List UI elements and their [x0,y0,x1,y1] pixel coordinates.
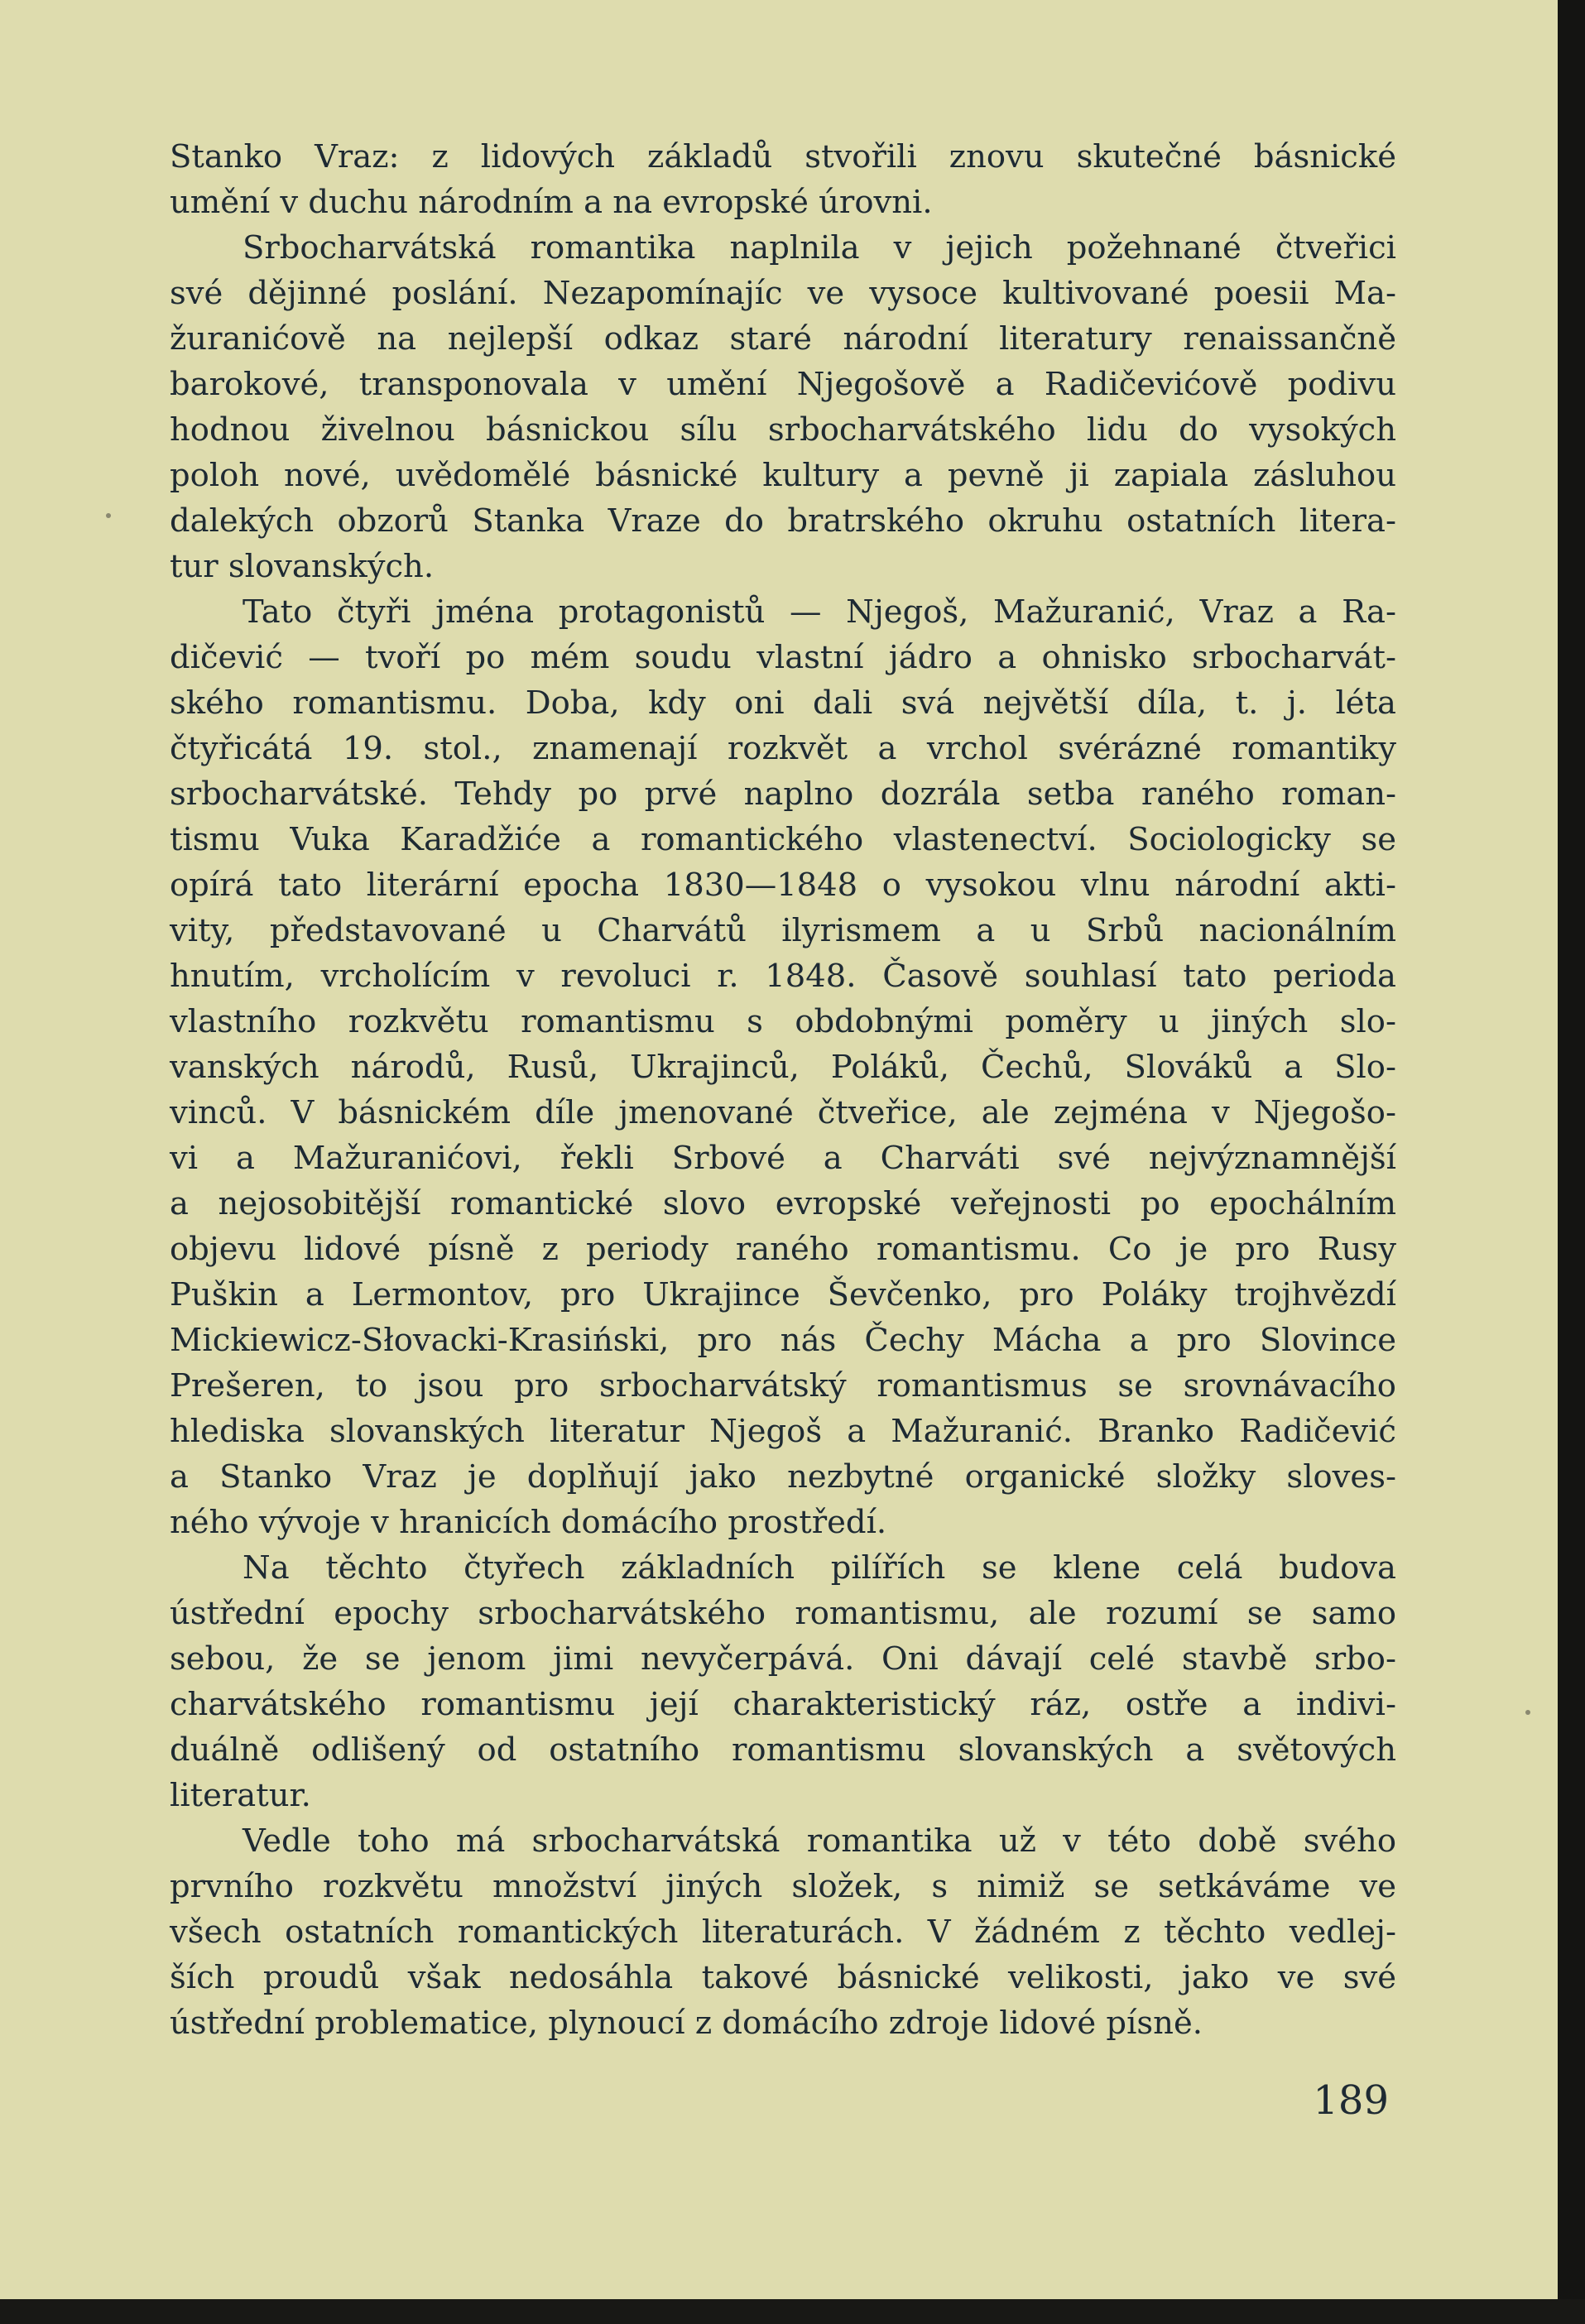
text-line: a Stanko Vraz je doplňují jako nezbytné organické složky sloves- [170,1458,1396,1496]
text-line: poloh nové, uvědomělé básnické kultury a pevně ji zapiala zásluhou [170,457,1396,494]
text-line: Srbocharvátská romantika naplnila v jejich požehnané čtveřici [243,229,1396,266]
text-line: Prešeren, to jsou pro srbocharvátský romantismus se srovnávacího [170,1367,1396,1404]
text-line: dičević — tvoří po mém soudu vlastní jádro a ohnisko srbocharvát- [170,639,1396,676]
text-line: ského romantismu. Doba, kdy oni dali svá největší díla, t. j. léta [170,684,1396,722]
text-line: všech ostatních romantických literaturách. V žádném z těchto vedlej- [170,1913,1396,1951]
text-line: ného vývoje v hranicích domácího prostředí. [170,1504,887,1541]
text-line: ších proudů však nedosáhla takové básnické velikosti, jako ve své [170,1959,1396,1996]
paragraph [170,1818,1396,2046]
text-line: Stanko Vraz: z lidových základů stvořili znovu skutečné básnické [170,138,1396,175]
text-line: žuranićově na nejlepší odkaz staré národní literatury renaissančně [170,320,1396,358]
text-line: hodnou živelnou básnickou sílu srbocharvátského lidu do vysokých [170,411,1396,449]
text-line: vanských národů, Rusů, Ukrajinců, Poláků, Čechů, Slováků a Slo- [170,1049,1396,1086]
paragraph [170,589,1396,1545]
text-line: srbocharvátské. Tehdy po prvé naplno dozrála setba raného roman- [170,775,1396,813]
body-text [170,134,1396,2046]
page-edge-bottom [0,2299,1585,2324]
text-line: ústřední problematice, plynoucí z domácího zdroje lidové písně. [170,2005,1203,2042]
text-line: Vedle toho má srbocharvátská romantika už v této době svého [243,1822,1396,1860]
text-line: objevu lidové písně z periody raného romantismu. Co je pro Rusy [170,1231,1396,1268]
page-edge-right [1558,0,1585,2324]
paragraph [170,1545,1396,1818]
page-number: 189 [1313,2077,1389,2124]
text-line: Tato čtyři jména protagonistů — Njegoš, Mažuranić, Vraz a Ra- [243,593,1396,631]
paragraph [170,134,1396,225]
text-line: a nejosobitější romantické slovo evropské veřejnosti po epochálním [170,1185,1396,1222]
text-line: duálně odlišený od ostatního romantismu slovanských a světových [170,1731,1396,1769]
text-line: charvátského romantismu její charakteristický ráz, ostře a indivi- [170,1686,1396,1723]
text-line: vlastního rozkvětu romantismu s obdobnými poměry u jiných slo- [170,1003,1396,1040]
text-line: tismu Vuka Karadžiće a romantického vlastenectví. Sociologicky se [170,821,1396,858]
text-line: vity, představované u Charvátů ilyrismem a u Srbů nacionálním [170,912,1396,949]
text-line: barokové, transponovala v umění Njegošově a Radičevićově podivu [170,366,1396,403]
text-line: vi a Mažuranićovi, řekli Srbové a Charváti své nejvýznamnější [170,1140,1396,1177]
text-line: své dějinné poslání. Nezapomínajíc ve vysoce kultivované poesii Ma- [170,275,1396,312]
text-line: čtyřicátá 19. stol., znamenají rozkvět a vrchol svérázné romantiky [170,730,1396,767]
text-line: literatur. [170,1777,311,1814]
text-line: sebou, že se jenom jimi nevyčerpává. Oni dávají celé stavbě srbo- [170,1640,1396,1678]
text-line: tur slovanských. [170,548,435,585]
text-line: dalekých obzorů Stanka Vraze do bratrského okruhu ostatních litera- [170,502,1396,540]
text-line: hlediska slovanských literatur Njegoš a Mažuranić. Branko Radičević [170,1413,1396,1450]
text-line: Na těchto čtyřech základních pilířích se klene celá budova [243,1549,1396,1587]
text-line: vinců. V básnickém díle jmenované čtveřice, ale zejména v Njegošo- [170,1094,1396,1131]
text-line: prvního rozkvětu množství jiných složek, s nimiž se setkáváme ve [170,1868,1396,1905]
text-line: umění v duchu národním a na evropské úrovni. [170,184,933,221]
text-line: ústřední epochy srbocharvátského romantismu, ale rozumí se samo [170,1595,1396,1632]
paper-speck [1525,1710,1530,1715]
text-line: hnutím, vrcholícím v revoluci r. 1848. Časově souhlasí tato perioda [170,958,1396,995]
paper-speck [106,513,111,518]
text-line: Mickiewicz-Słovacki-Krasiński, pro nás Čechy Mácha a pro Slovince [170,1322,1396,1359]
text-line: Puškin a Lermontov, pro Ukrajince Ševčenko, pro Poláky trojhvězdí [170,1276,1396,1313]
paragraph [170,225,1396,589]
text-line: opírá tato literární epocha 1830—1848 o vysokou vlnu národní akti- [170,867,1396,904]
